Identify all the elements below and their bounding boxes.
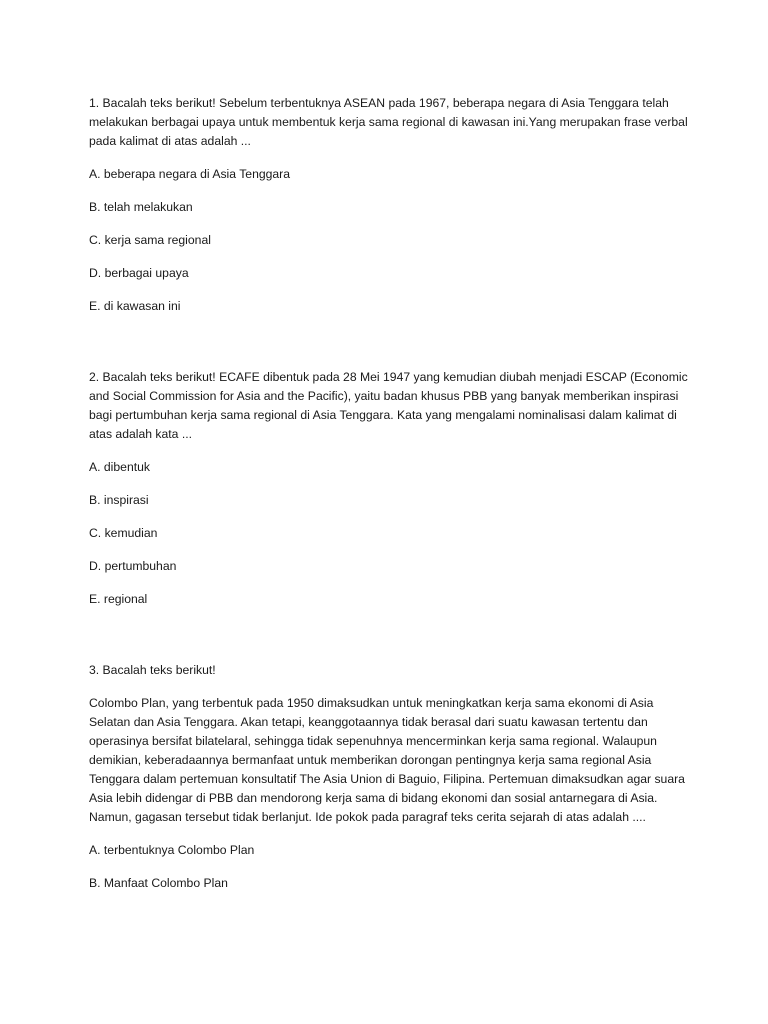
question-spacer xyxy=(89,623,689,661)
question-3-passage: Colombo Plan, yang terbentuk pada 1950 dimaksudkan untuk meningkatkan kerja sama ekonomi di Asia Selatan dan Asia Tenggara. Akan tetapi, keanggotaannya tidak berasal dari suatu kawasan tertentu dan operasinya bersifat bilatelaral, sehingga tidak sepenuhnya mencerminkan kerja sama regional. Walaupun demikian, keberadaannya bermanfaat untuk memberikan dorongan pentingnya kerja sama regional Asia Tenggara dalam pertemuan konsultatif The Asia Union di Baguio, Filipina. Pertemuan dimaksudkan agar suara Asia lebih didengar di PBB dan mendorong kerja sama di bidang ekonomi dan sosial antarnegara di Asia. Namun, gagasan tersebut tidak berlanjut. Ide pokok pada paragraf teks cerita sejarah di atas adalah .... xyxy=(89,696,685,824)
question-1 xyxy=(89,94,689,316)
question-1-option-d: D. berbagai upaya xyxy=(89,266,189,280)
question-1-option-b: B. telah melakukan xyxy=(89,200,193,214)
question-3-option-b: B. Manfaat Colombo Plan xyxy=(89,876,228,890)
question-3-stem: 3. Bacalah teks berikut! xyxy=(89,663,216,677)
question-2-option-b: B. inspirasi xyxy=(89,493,149,507)
question-2 xyxy=(89,368,689,609)
question-2-option-c: C. kemudian xyxy=(89,526,158,540)
question-2-option-a: A. dibentuk xyxy=(89,460,150,474)
question-2-option-d: D. pertumbuhan xyxy=(89,559,177,573)
question-spacer xyxy=(89,330,689,368)
question-1-stem: 1. Bacalah teks berikut! Sebelum terbentuknya ASEAN pada 1967, beberapa negara di Asia Tenggara telah melakukan berbagai upaya untuk membentuk kerja sama regional di kawasan ini.Yang merupakan frase verbal pada kalimat di atas adalah ... xyxy=(89,96,688,148)
document-page xyxy=(89,94,689,907)
question-2-stem: 2. Bacalah teks berikut! ECAFE dibentuk pada 28 Mei 1947 yang kemudian diubah menjadi ESCAP (Economic and Social Commission for Asia and the Pacific), yaitu badan khusus PBB yang banyak memberikan inspirasi bagi pertumbuhan kerja sama regional di Asia Tenggara. Kata yang mengalami nominalisasi dalam kalimat di atas adalah kata ... xyxy=(89,370,688,441)
question-1-option-e: E. di kawasan ini xyxy=(89,299,181,313)
question-3-option-a: A. terbentuknya Colombo Plan xyxy=(89,843,255,857)
question-2-option-e: E. regional xyxy=(89,592,148,606)
question-1-option-c: C. kerja sama regional xyxy=(89,233,211,247)
question-1-option-a: A. beberapa negara di Asia Tenggara xyxy=(89,167,291,181)
question-3 xyxy=(89,661,689,893)
